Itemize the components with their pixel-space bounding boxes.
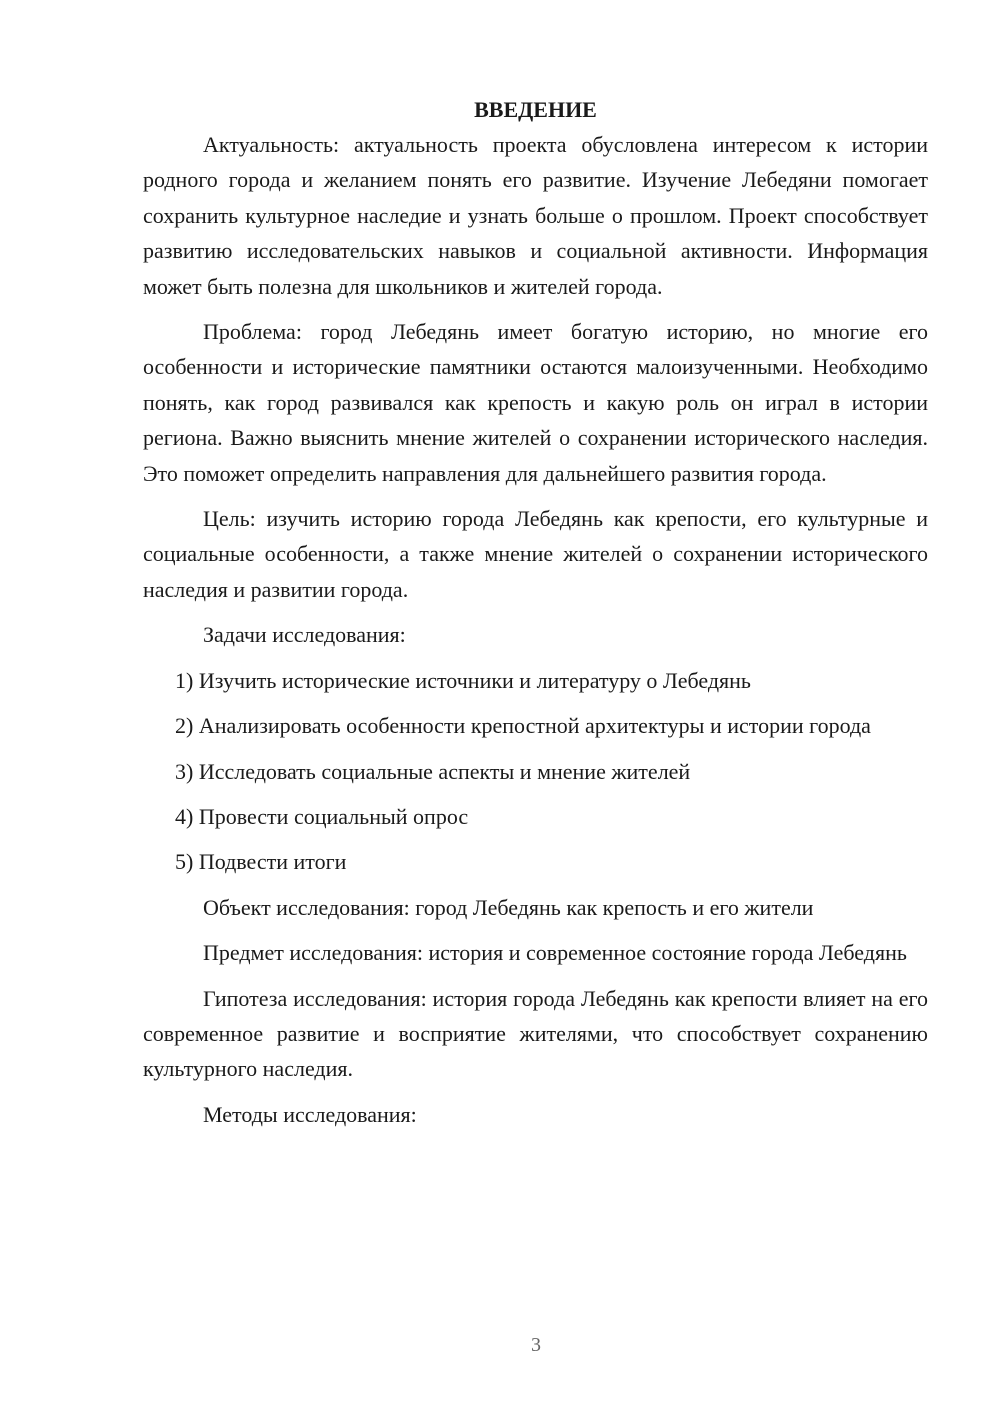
paragraph-hypothesis: Гипотеза исследования: история города Лебедянь как крепости влияет на его современное развитие и восприятие жителями, что способствует сохранению культурного наследия.: [143, 985, 928, 1082]
paragraph-goal: Цель: изучить историю города Лебедянь как крепости, его культурные и социальные особенности, а также мнение жителей о сохранении исторического наследия и развитии города.: [143, 506, 928, 602]
paragraph-relevance: Актуальность: актуальность проекта обусловлена интересом к истории родного города и желанием понять его развитие. Изучение Лебедяни помогает сохранить культурное наследие и узнать больше о прошлом. Проект способствует развитию исследовательских навыков и социальной активности. Информация может быть полезна для школьников и жителей города.: [143, 132, 928, 299]
paragraph-problem: Проблема: город Лебедянь имеет богатую историю, но многие его особенности и исторические памятники остаются малоизученными. Необходимо понять, как город развивался как крепость и какую роль он играл в истории региона. Важно выяснить мнение жителей о сохранении исторического наследия. Это поможет определить направления для дальнейшего развития города.: [143, 319, 928, 486]
task-item: 1) Изучить исторические источники и литературу о Лебедянь: [175, 667, 751, 693]
document-page: [143, 92, 928, 1142]
task-item: 5) Подвести итоги: [175, 849, 347, 875]
section-heading: ВВЕДЕНИЕ: [474, 97, 597, 122]
task-item: 3) Исследовать социальные аспекты и мнение жителей: [175, 758, 691, 784]
task-item: 4) Провести социальный опрос: [175, 803, 469, 829]
task-item: 2) Анализировать особенности крепостной архитектуры и истории города: [175, 713, 871, 739]
task-list: [143, 663, 928, 880]
page-number: 3: [531, 1334, 541, 1356]
paragraph-object: Объект исследования: город Лебедянь как крепость и его жители: [203, 894, 814, 920]
paragraph-methods-title: Методы исследования:: [203, 1101, 417, 1127]
paragraph-subject: Предмет исследования: история и современное состояние города Лебедянь: [203, 940, 907, 966]
paragraph-tasks-title: Задачи исследования:: [203, 622, 406, 648]
